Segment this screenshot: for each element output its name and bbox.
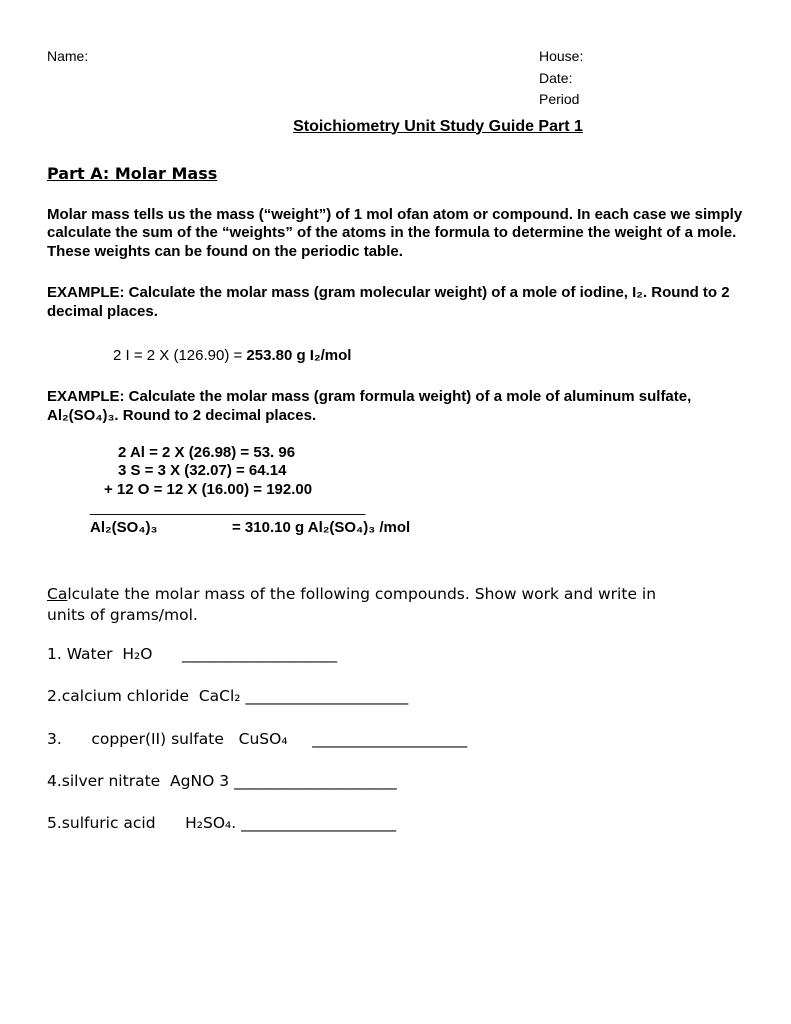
answer-blank: ____________________ <box>182 644 338 663</box>
example2-result <box>90 519 744 538</box>
header <box>47 48 744 109</box>
instructions-rest: lculate the molar mass of the following compounds. Show work and write in units of grams/mol. <box>47 584 657 625</box>
answer-blank: ____________________ <box>312 729 468 748</box>
problems-instructions <box>47 584 687 627</box>
answer-blank: _____________________ <box>233 772 397 790</box>
date-label: Date: <box>539 69 573 86</box>
example1-prompt: EXAMPLE: Calculate the molar mass (gram molecular weight) of a mole of iodine, I₂. Round to 2 decimal places. <box>47 283 730 320</box>
problem-item-copper-sulfate <box>47 730 744 749</box>
example2-prompt: EXAMPLE: Calculate the molar mass (gram formula weight) of a mole of aluminum sulfate, Al₂(SO₄)₃. Round to 2 decimal places. <box>47 388 692 424</box>
example2-work <box>90 444 744 538</box>
answer-blank: _____________________ <box>245 687 409 706</box>
intro-paragraph: Molar mass tells us the mass (“weight”) of 1 mol ofan atom or compound. In each case we simply calculate the sum of the “weights” of the atoms in the formula to determine the weight of a mole. These weights can be found on the periodic table. <box>47 205 743 260</box>
example1-work <box>113 347 744 366</box>
problem-label: 4.silver nitrate AgNO 3 <box>47 772 234 790</box>
result-value: = 310.10 g Al₂(SO₄)₃ /mol <box>232 518 411 536</box>
house-label: House: <box>539 48 584 64</box>
work-line-sulfur: 3 S = 3 X (32.07) = 64.14 <box>118 462 287 480</box>
answer-blank: ____________________ <box>241 814 397 833</box>
page-title: Stoichiometry Unit Study Guide Part 1 <box>293 117 583 135</box>
problem-item-sulfuric-acid <box>47 814 744 833</box>
problem-label: 3. copper(II) sulfate CuSO₄ <box>47 729 313 748</box>
problem-item-water <box>47 645 744 664</box>
problem-label: 5.sulfuric acid H₂SO₄. <box>47 814 242 833</box>
sum-divider-line: _________________________________ <box>90 498 366 516</box>
problem-item-calcium-chloride <box>47 687 744 706</box>
work-line-aluminum: 2 Al = 2 X (26.98) = 53. 96 <box>118 443 296 461</box>
problem-item-silver-nitrate <box>47 772 744 791</box>
problems-section <box>47 584 744 834</box>
example1-expression: 2 I = 2 X (126.90) = <box>113 347 247 365</box>
problem-label: 2.calcium chloride CaCl₂ <box>47 687 246 706</box>
work-line-oxygen: + 12 O = 12 X (16.00) = 192.00 <box>104 481 313 498</box>
instructions-underlined-part: Ca <box>47 584 68 603</box>
period-label: Period <box>539 91 580 107</box>
part-a-heading: Part A: Molar Mass <box>47 163 218 183</box>
name-label: Name: <box>47 48 89 64</box>
problem-label: 1. Water H₂O <box>47 644 183 663</box>
result-formula: Al₂(SO₄)₃ <box>90 518 158 536</box>
example1-answer: 253.80 g I₂/mol <box>246 347 352 365</box>
header-right <box>539 48 744 109</box>
